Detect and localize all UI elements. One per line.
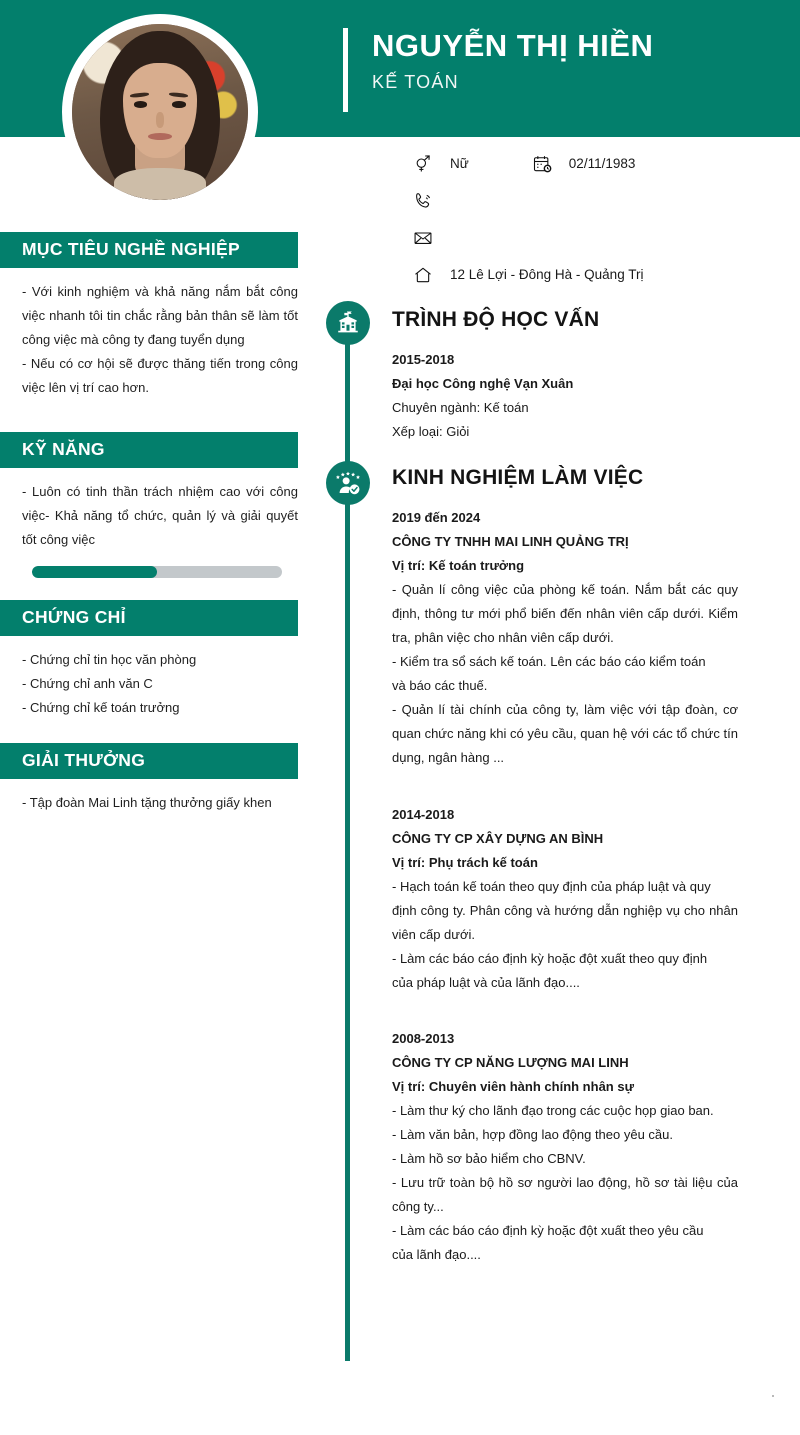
section-header-objective: MỤC TIÊU NGHỀ NGHIỆP (0, 232, 298, 268)
section-body-objective (0, 268, 320, 400)
experience-date: 2014-2018 (392, 806, 455, 822)
objective-line-1: - Với kinh nghiệm và khả năng nắm bắt công việc nhanh tôi tin chắc rằng bản thân sẽ làm tốt công việc mà công ty đang tuyển dụng (22, 284, 298, 348)
photo-eye-right (172, 101, 185, 107)
spacer (0, 721, 320, 743)
school-icon (326, 301, 370, 345)
photo-eye-left (134, 101, 147, 107)
spacer (0, 400, 320, 432)
experience-description: - Làm văn bản, hợp đồng lao động theo yêu cầu. (392, 1127, 674, 1143)
gender-icon (410, 151, 436, 177)
education-major: Chuyên ngành: Kế toán (392, 400, 529, 416)
experience-description: - Hạch toán kế toán theo quy định của pháp luật và quy (392, 878, 711, 894)
address-value: 12 Lê Lợi - Đông Hà - Quảng Trị (450, 267, 644, 282)
experience-position: Vị trí: Chuyên viên hành chính nhân sự (392, 1078, 634, 1094)
header-text-block (372, 27, 792, 93)
photo-nose (156, 112, 165, 128)
experience-company: CÔNG TY CP NĂNG LƯỢNG MAI LINH (392, 1054, 629, 1070)
education-date: 2015-2018 (392, 352, 455, 367)
section-title-experience: KINH NGHIỆM LÀM VIỆC (392, 466, 644, 489)
certificate-item: - Chứng chỉ anh văn C (22, 676, 153, 692)
certificate-item: - Chứng chỉ tin học văn phòng (22, 652, 197, 668)
envelope-icon (410, 225, 436, 251)
contact-row-email (410, 219, 790, 256)
experience-badge-icon (326, 461, 370, 505)
award-item: - Tập đoàn Mai Linh tặng thưởng giấy khen (22, 794, 272, 810)
section-body-certificates (0, 636, 320, 720)
experience-position: Vị trí: Phụ trách kế toán (392, 854, 538, 870)
experience-position: Vị trí: Kế toán trưởng (392, 558, 525, 574)
experience-description: - Làm các báo cáo định kỳ hoặc đột xuất theo yêu cầu (392, 1223, 704, 1239)
experience-description: và báo các thuế. (392, 678, 488, 694)
header-accent-bar (343, 28, 348, 112)
photo-face (123, 63, 197, 158)
page-title: NGUYỄN THỊ HIỀN (372, 28, 654, 63)
calendar-icon (529, 151, 555, 177)
spacer (392, 771, 738, 787)
education-grade: Xếp loại: Giỏi (392, 424, 470, 440)
section-experience (392, 466, 738, 1267)
section-header-skills: KỸ NĂNG (0, 432, 298, 468)
section-body-awards (0, 779, 320, 815)
experience-description: - Quản lí tài chính của công ty, làm việc với tập đoàn, cơ quan chức năng khi có yêu cầu, quan hệ với các tổ chức tín dụng, ngân hàng ... (392, 702, 738, 766)
job-title: KẾ TOÁN (372, 71, 459, 92)
photo-collar (114, 168, 206, 200)
experience-description: - Quản lí công việc của phòng kế toán. Nắm bắt các quy định, thông tư mới phổ biến đến nhân viên cấp dưới. Kiểm tra, phân việc cho nhân viên cấp dưới. (392, 582, 738, 646)
section-title-education: TRÌNH ĐỘ HỌC VẤN (392, 308, 600, 331)
experience-description: - Làm thư ký cho lãnh đạo trong các cuộc họp giao ban. (392, 1103, 714, 1119)
contact-block (410, 145, 790, 293)
sidebar (0, 232, 320, 815)
contact-row-gender-birthday (410, 145, 790, 182)
section-header-certificates: CHỨNG CHỈ (0, 600, 298, 636)
avatar (62, 14, 258, 210)
education-school: Đại học Công nghệ Vạn Xuân (392, 376, 574, 392)
birthday-value: 02/11/1983 (568, 156, 636, 171)
contact-row-phone (410, 182, 790, 219)
experience-entry (392, 1027, 738, 1267)
profile-photo (72, 24, 248, 200)
contact-row-address (410, 256, 790, 293)
experience-description: - Kiểm tra sổ sách kế toán. Lên các báo cáo kiểm toán (392, 654, 706, 670)
experience-company: CÔNG TY TNHH MAI LINH QUẢNG TRỊ (392, 534, 629, 550)
spacer (392, 995, 738, 1011)
objective-line-2: - Nếu có cơ hội sẽ được thăng tiến trong công việc lên vị trí cao hơn. (22, 356, 298, 396)
experience-description: - Lưu trữ toàn bộ hồ sơ người lao động, hồ sơ tài liệu của công ty... (392, 1175, 738, 1215)
skill-progress-fill (32, 566, 157, 578)
skill-progress-bar (32, 566, 282, 578)
experience-description: của pháp luật và của lãnh đạo.... (392, 974, 580, 990)
experience-entry (392, 506, 738, 771)
spacer (0, 578, 320, 600)
experience-description: định công ty. Phân công và hướng dẫn nghiệp vụ cho nhân viên cấp dưới. (392, 902, 738, 942)
section-education (392, 308, 738, 444)
gender-value: Nữ (450, 156, 469, 171)
experience-description: - Làm các báo cáo định kỳ hoặc đột xuất theo quy định (392, 950, 708, 966)
education-entry (392, 348, 738, 444)
phone-icon (410, 188, 436, 214)
section-body-skills (0, 468, 320, 578)
experience-date: 2019 đến 2024 (392, 510, 481, 525)
experience-date: 2008-2013 (392, 1030, 455, 1046)
experience-description: của lãnh đạo.... (392, 1247, 481, 1263)
certificate-item: - Chứng chỉ kế toán trưởng (22, 700, 180, 716)
skills-text: - Luôn có tinh thần trách nhiệm cao với công việc- Khả năng tổ chức, quản lý và giải quyết tốt công việc (22, 484, 298, 548)
experience-description: - Làm hồ sơ bảo hiểm cho CBNV. (392, 1151, 586, 1167)
corner-marker (772, 1395, 774, 1397)
experience-company: CÔNG TY CP XÂY DỰNG AN BÌNH (392, 830, 604, 846)
home-icon (410, 262, 436, 288)
experience-entry (392, 803, 738, 995)
birthday-group (529, 151, 636, 177)
section-header-awards: GIẢI THƯỞNG (0, 743, 298, 779)
